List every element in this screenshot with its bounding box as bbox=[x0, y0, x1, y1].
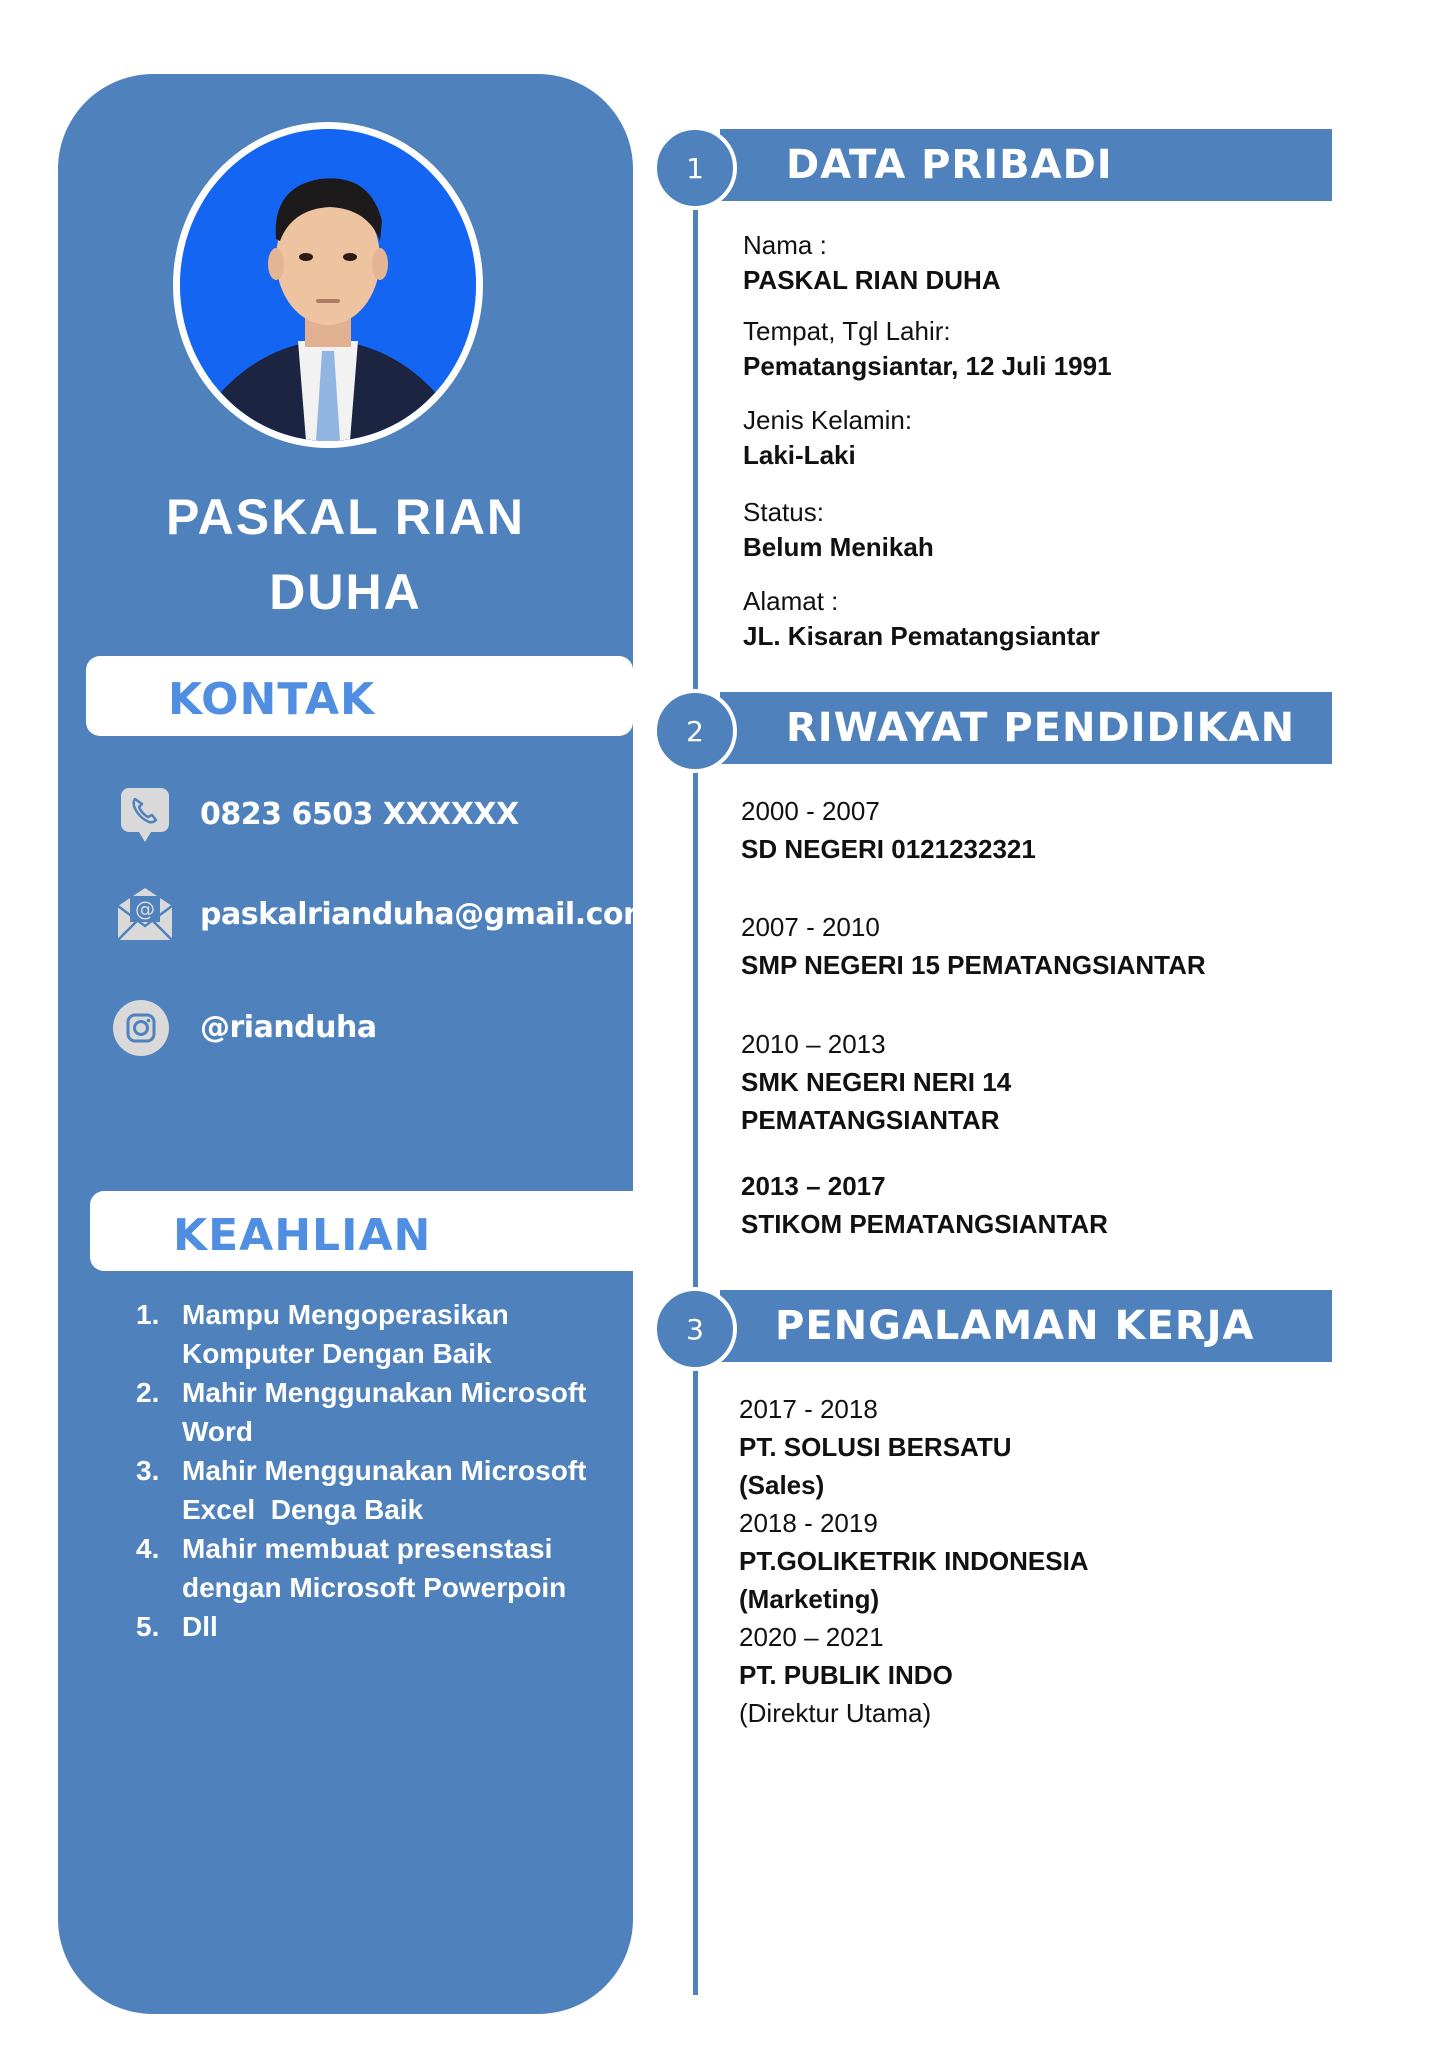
profile-name bbox=[58, 480, 633, 630]
contact-email-row bbox=[115, 883, 654, 943]
contact-phone-text: 0823 6503 XXXXXX bbox=[200, 797, 519, 832]
svg-text:@: @ bbox=[135, 897, 155, 921]
phone-icon bbox=[115, 785, 175, 845]
experience-company: PT. SOLUSI BERSATU bbox=[739, 1432, 1012, 1462]
experience-years: 2020 – 2021 bbox=[739, 1622, 884, 1652]
contact-header-title: KONTAK bbox=[168, 674, 376, 725]
personal-status: Status: Belum Menikah bbox=[743, 497, 934, 562]
section-number-badge: 2 bbox=[653, 689, 737, 773]
experience-role: (Sales) bbox=[739, 1470, 825, 1500]
personal-birth: Tempat, Tgl Lahir: Pematangsiantar, 12 Juli 1991 bbox=[743, 316, 1112, 381]
timeline-line bbox=[693, 205, 698, 1995]
profile-name-line1: PASKAL RIAN bbox=[165, 489, 526, 545]
section-number-badge: 1 bbox=[653, 126, 737, 210]
education-item: 2010 – 2013 SMK NEGERI NERI 14 PEMATANGSIANTAR bbox=[741, 1029, 1012, 1135]
personal-address: Alamat : JL. Kisaran Pematangsiantar bbox=[743, 586, 1100, 651]
contact-email-text[interactable]: paskalrianduha@gmail.com bbox=[200, 897, 654, 932]
personal-name: Nama : PASKAL RIAN DUHA bbox=[743, 230, 1001, 295]
personal-gender: Jenis Kelamin: Laki-Laki bbox=[743, 405, 913, 470]
experience-company: PT.GOLIKETRIK INDONESIA bbox=[739, 1546, 1089, 1576]
contact-instagram-row bbox=[115, 998, 377, 1058]
experience-role: (Direktur Utama) bbox=[739, 1698, 932, 1728]
skills-list bbox=[136, 1295, 636, 1646]
skills-header-title: KEAHLIAN bbox=[173, 1210, 432, 1261]
email-icon bbox=[115, 883, 175, 943]
contact-instagram-text[interactable]: @rianduha bbox=[200, 1010, 377, 1045]
skill-item: 3. Mahir Menggunakan Microsoft Excel Denga Baik bbox=[136, 1455, 587, 1525]
section-title-experience: PENGALAMAN KERJA bbox=[775, 1303, 1255, 1349]
education-item: 2000 - 2007 SD NEGERI 0121232321 bbox=[741, 796, 1036, 864]
experience-company: PT. PUBLIK INDO bbox=[739, 1660, 953, 1690]
experience-list bbox=[739, 1390, 1089, 1732]
contact-phone-row bbox=[115, 785, 519, 845]
section-title-personal: DATA PRIBADI bbox=[786, 142, 1113, 188]
person-photo-icon bbox=[180, 129, 476, 441]
instagram-icon bbox=[111, 998, 171, 1058]
skill-item: 1. Mampu Mengoperasikan Komputer Dengan Baik bbox=[136, 1299, 509, 1369]
experience-role: (Marketing) bbox=[739, 1584, 880, 1614]
skill-item: 4. Mahir membuat presenstasi dengan Microsoft Powerpoin bbox=[136, 1533, 567, 1603]
skill-item: 2. Mahir Menggunakan Microsoft Word bbox=[136, 1377, 587, 1447]
experience-years: 2017 - 2018 bbox=[739, 1394, 878, 1424]
section-number-badge: 3 bbox=[653, 1287, 737, 1371]
section-title-education: RIWAYAT PENDIDIKAN bbox=[786, 705, 1296, 751]
education-item: 2007 - 2010 SMP NEGERI 15 PEMATANGSIANTAR bbox=[741, 912, 1206, 980]
experience-years: 2018 - 2019 bbox=[739, 1508, 878, 1538]
profile-name-line2: DUHA bbox=[269, 564, 422, 620]
profile-photo bbox=[173, 122, 483, 448]
skill-item: 5. Dll bbox=[136, 1611, 218, 1642]
education-item: 2013 – 2017 STIKOM PEMATANGSIANTAR bbox=[741, 1171, 1108, 1239]
